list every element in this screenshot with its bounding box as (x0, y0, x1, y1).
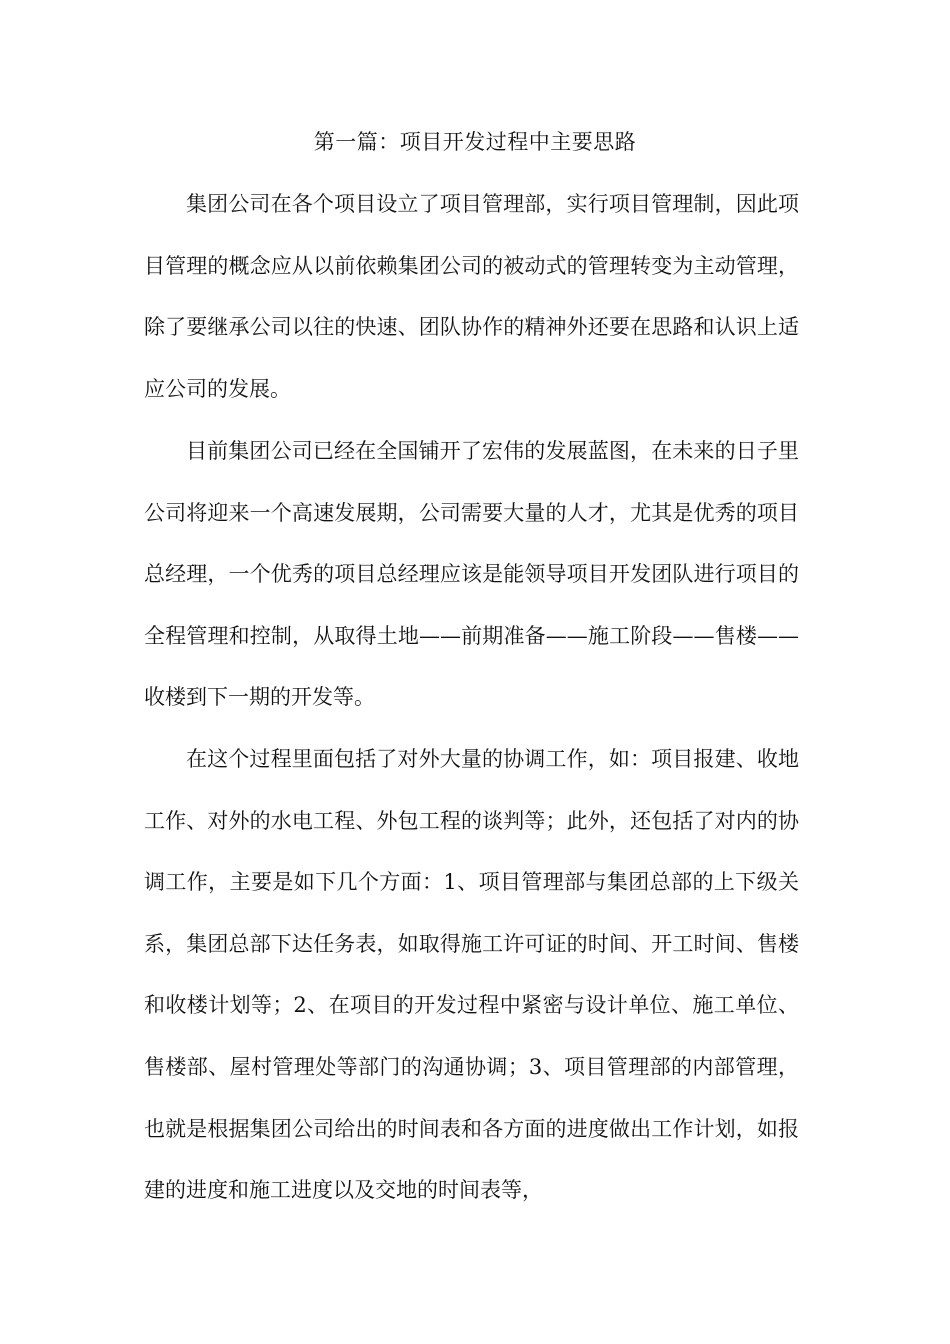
paragraph-3: 在这个过程里面包括了对外大量的协调工作，如：项目报建、收地工作、对外的水电工程、外包工程的谈判等；此外，还包括了对内的协调工作，主要是如下几个方面：1、项目管理部与集团总部的上下级关系，集团总部下达任务表，如取得施工许可证的时间、开工时间、售楼和收楼计划等；2、在项目的开发过程中紧密与设计单位、施工单位、售楼部、屋村管理处等部门的沟通协调；3、项目管理部的内部管理，也就是根据集团公司给出的时间表和各方面的进度做出工作计划，如报建的进度和施工进度以及交地的时间表等， (144, 747, 799, 1203)
paragraph-1: 集团公司在各个项目设立了项目管理部，实行项目管理制，因此项目管理的概念应从以前依赖集团公司的被动式的管理转变为主动管理，除了要继承公司以往的快速、团队协作的精神外还要在思路和认识上适应公司的发展。 (144, 192, 799, 401)
document-title: 第一篇：项目开发过程中主要思路 (313, 130, 637, 154)
paragraph-2: 目前集团公司已经在全国铺开了宏伟的发展蓝图，在未来的日子里公司将迎来一个高速发展期，公司需要大量的人才，尤其是优秀的项目总经理，一个优秀的项目总经理应该是能领导项目开发团队进行项目的全程管理和控制，从取得土地——前期准备——施工阶段——售楼——收楼到下一期的开发等。 (144, 439, 799, 710)
